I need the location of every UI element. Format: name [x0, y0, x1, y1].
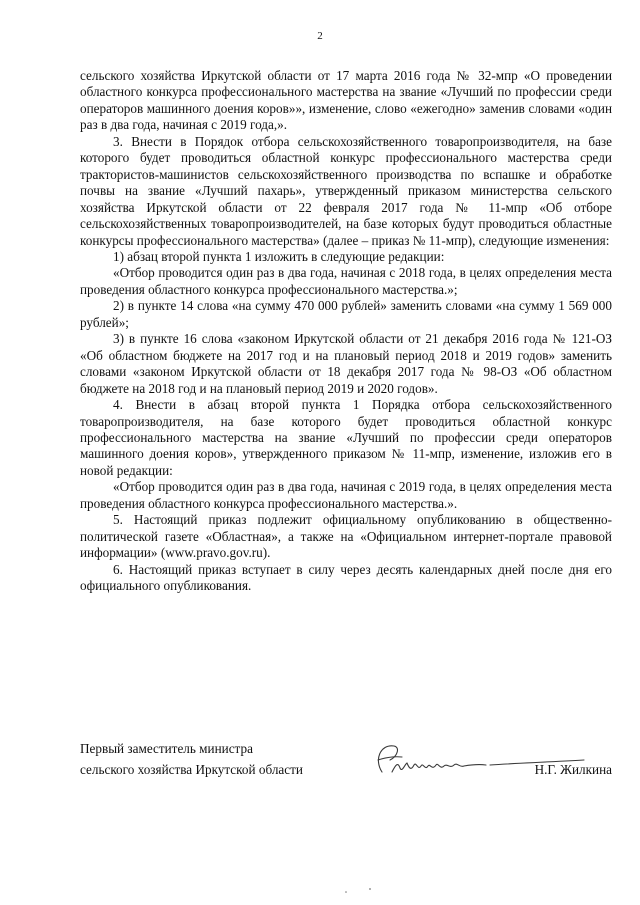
paragraph: 2) в пункте 14 слова «на сумму 470 000 рублей» заменить словами «на сумму 1 569 000 рублей»; [80, 298, 612, 330]
signature-block [80, 738, 612, 798]
signer-title [80, 738, 303, 780]
signer-title-line: Первый заместитель министра [80, 741, 253, 756]
document-body [80, 68, 612, 595]
signer-title-line: сельского хозяйства Иркутской области [80, 762, 303, 777]
paragraph: 1) абзац второй пункта 1 изложить в следующие редакции: [113, 248, 445, 264]
paragraph: сельского хозяйства Иркутской области от 17 марта 2016 года № 32-мпр «О проведении областного конкурса профессионального мастерства на звание «Лучший по профессии среди операторов машинного доения коров»», изменение, слово «ежегодно» заменив словами «один раз в два года, начиная с 2019 года,». [80, 68, 612, 133]
paragraph: 3) в пункте 16 слова «законом Иркутской области от 21 декабря 2016 года № 121-ОЗ «Об областном бюджете на 2017 год и на плановый период 2018 и 2019 годов» заменить словами «законом Иркутской области от 18 декабря 2017 года № 98-ОЗ «Об областном бюджете на 2018 год и на плановый период 2019 и 2020 годов». [80, 331, 612, 396]
paragraph: 5. Настоящий приказ подлежит официальному опубликованию в общественно-политической газете «Областная», а также на «Официальном интернет-портале правовой информации» (www.pravo.gov.ru). [80, 512, 612, 561]
paragraph: «Отбор проводится один раз в два года, начиная с 2018 года, в целях определения места проведения областного конкурса профессионального мастерства.»; [80, 265, 612, 297]
signer-name: Н.Г. Жилкина [534, 762, 612, 777]
scan-marks [340, 886, 380, 896]
paragraph: 4. Внести в абзац второй пункта 1 Порядка отбора сельскохозяйственного товаропроизводителя, на базе которого будет проводиться областной конкурс профессионального мастерства на звание «Лучший по профессии среди операторов машинного доения коров», утвержденного приказом № 11-мпр, изменение, изложив его в новой редакции: [80, 397, 612, 478]
page-number: 2 [317, 30, 323, 42]
paragraph: 6. Настоящий приказ вступает в силу через десять календарных дней после дня его официального опубликования. [80, 561, 612, 594]
paragraph: 3. Внести в Порядок отбора сельскохозяйственного товаропроизводителя, на базе которого будет проводиться областной конкурс профессионального мастерства среди трактористов-машинистов сельскохозяйственного производства по вспашке и обработке почвы на звание «Лучший пахарь», утвержденный приказом министерства сельского хозяйства Иркутской области от 22 февраля 2017 года № 11-мпр «Об отборе сельскохозяйственных товаропроизводителей, на базе которых будут проводиться областные конкурсы профессионального мастерства» (далее – приказ № 11-мпр), следующие изменения: [80, 133, 612, 248]
paragraph: «Отбор проводится один раз в два года, начиная с 2019 года, в целях определения места проведения областного конкурса профессионального мастерства.». [80, 479, 612, 511]
